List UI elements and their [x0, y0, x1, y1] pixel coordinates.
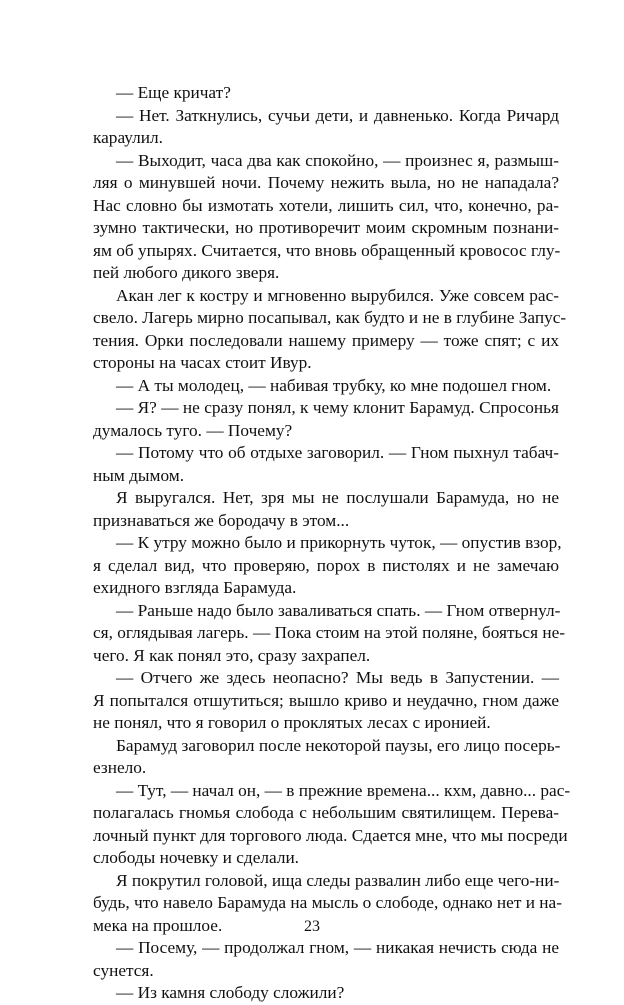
text-line: — Посему, — продолжал гном, — никакая нечисть сюда не: [116, 938, 559, 957]
text-line: — Я? — не сразу понял, к чему клонит Барамуд. Спросонья: [116, 398, 559, 417]
body-text: [93, 82, 571, 1005]
text-line: — Нет. Заткнулись, сучьи дети, и давненько. Когда Ричард: [116, 105, 559, 125]
text-line: — К утру можно было и прикорнуть чуток, — опустив взор,: [116, 533, 562, 552]
text-line: езнело.: [93, 758, 147, 777]
text-line: ехидного взгляда Барамуда.: [93, 578, 297, 597]
text-line: караулил.: [93, 128, 163, 147]
text-line: сунется.: [93, 960, 154, 980]
text-line: стороны на часах стоит Ивур.: [93, 353, 312, 372]
text-line: Я покрутил головой, ища следы развалин либо еще чего-ни-: [116, 870, 560, 890]
text-line: зумно тактически, но противоречит моим скромным познани-: [93, 218, 559, 237]
text-line: будь, что навело Барамуда на мысль о слободе, однако нет и на-: [93, 893, 562, 912]
text-line: лочный пункт для торгового люда. Сдается мне, что мы посреди: [93, 825, 568, 845]
text-line: — Потому что об отдыхе заговорил. — Гном пыхнул табач-: [116, 443, 559, 462]
text-line: мека на прошлое.: [93, 915, 223, 935]
text-line: я сделал вид, что проверяю, порох в пистолях и не замечаю: [93, 555, 559, 575]
text-line: — Тут, — начал он, — в прежние времена... кхм, давно... рас-: [116, 780, 571, 800]
text-line: ным дымом.: [93, 465, 185, 485]
text-line: ям об упырях. Считается, что вновь обращенный кровосос глу-: [93, 240, 561, 260]
text-line: — А ты молодец, — набивая трубку, ко мне подошел гном.: [116, 375, 552, 395]
text-line: ся, оглядывая лагерь. — Пока стоим на этой поляне, бояться не-: [93, 623, 566, 642]
text-line: полагалась гномья слобода с небольшим святилищем. Перева-: [93, 803, 559, 822]
text-line: Я попытался отшутиться; вышло криво и неудачно, гном даже: [93, 690, 559, 710]
text-line: — Раньше надо было заваливаться спать. — Гном отвернул-: [116, 600, 561, 620]
text-line: слободы ночевку и сделали.: [93, 848, 300, 867]
text-line: — Еще кричат?: [116, 83, 231, 102]
text-line: свело. Лагерь мирно посапывал, как будто и не в глубине Запус-: [93, 308, 567, 327]
page-number: 23: [304, 918, 320, 935]
text-line: Акан лег к костру и мгновенно вырубился. Уже совсем рас-: [116, 285, 559, 305]
text-line: ляя о минувшей ночи. Почему нежить выла, но не нападала?: [93, 173, 559, 192]
text-line: тения. Орки последовали нашему примеру — тоже спят; с их: [93, 330, 559, 350]
text-line: — Выходит, часа два как спокойно, — произнес я, размыш-: [116, 150, 559, 170]
text-line: Барамуд заговорил после некоторой паузы, его лицо посерь-: [116, 735, 561, 755]
text-line: Я выругался. Нет, зря мы не послушали Барамуда, но не: [116, 488, 559, 507]
text-line: думалось туго. — Почему?: [93, 420, 293, 440]
text-line: пей любого дикого зверя.: [93, 263, 280, 282]
text-line: — Отчего же здесь неопасно? Мы ведь в Запустении. —: [116, 668, 559, 687]
text-line: — Из камня слободу сложили?: [116, 983, 345, 1002]
text-line: признаваться же бородачу в этом...: [93, 510, 350, 530]
text-line: не понял, что я говорил о проклятых лесах с иронией.: [93, 713, 491, 732]
text-line: Нас словно бы измотать хотели, лишить сил, что, конечно, ра-: [93, 195, 559, 215]
text-line: чего. Я как понял это, сразу захрапел.: [93, 645, 371, 665]
